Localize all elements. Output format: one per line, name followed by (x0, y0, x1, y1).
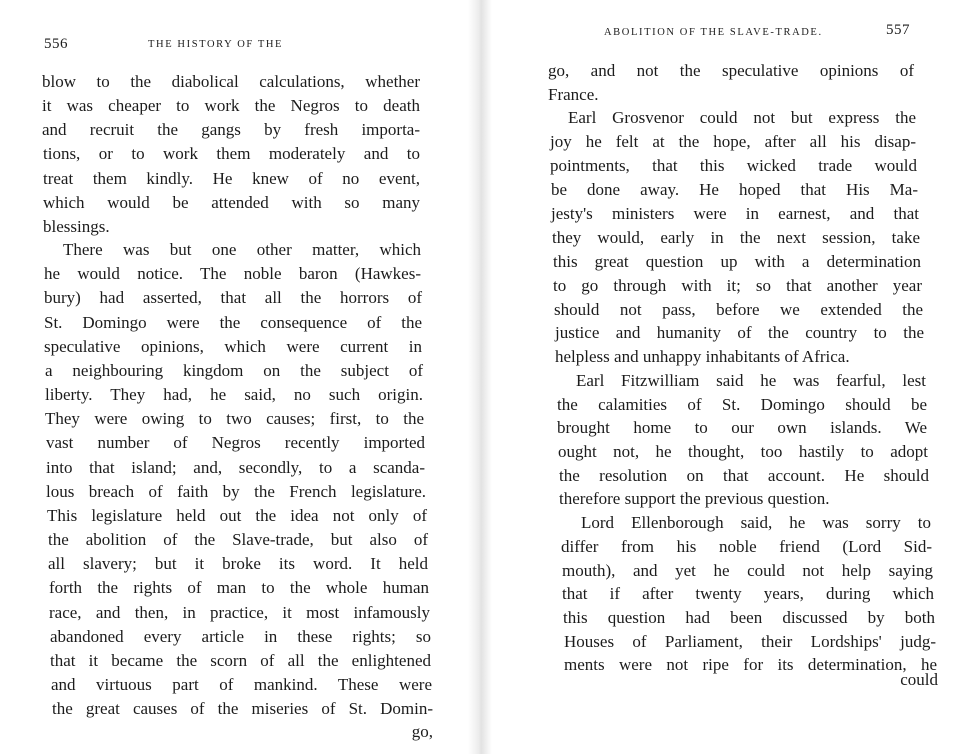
body-line: and virtuous part of mankind. These were (51, 675, 432, 694)
body-line: go, and not the speculative opinions of (548, 61, 914, 80)
body-line: a neighbouring kingdom on the subject of (45, 361, 423, 380)
body-line: which would be attended with so many (43, 193, 420, 212)
right-running-head: ABOLITION OF THE SLAVE-TRADE. (604, 27, 823, 38)
body-line: abandoned every article in these rights; so (50, 627, 431, 646)
body-line: the calamities of St. Domingo should be (557, 395, 927, 414)
body-line: St. Domingo were the consequence of the (44, 313, 422, 332)
body-line: should not pass, before we extended the (554, 300, 923, 319)
left-page (0, 0, 470, 754)
body-line: therefore support the previous question. (559, 489, 830, 508)
body-line: race, and then, in practice, it most infamously (49, 603, 430, 622)
body-line: They were owing to two causes; first, to the (45, 409, 424, 428)
body-line: ments were not ripe for its determination, he (564, 655, 937, 674)
body-line: treat them kindly. He knew of no event, (43, 169, 420, 188)
body-line: vast number of Negros recently imported (46, 433, 425, 452)
left-running-head: THE HISTORY OF THE (148, 39, 284, 50)
body-line: blessings. (43, 217, 110, 236)
book-gutter (468, 0, 492, 754)
body-line: tions, or to work them moderately and to (43, 144, 420, 163)
paragraph-start-line: Earl Fitzwilliam said he was fearful, lest (576, 371, 926, 390)
body-line: this question had been discussed by both (563, 608, 935, 627)
body-line: the resolution on that account. He should (559, 466, 929, 485)
body-line: jesty's ministers were in earnest, and that (551, 204, 919, 223)
body-line: differ from his noble friend (Lord Sid- (561, 537, 932, 556)
paragraph-start-line: Earl Grosvenor could not but express the (568, 108, 916, 127)
body-line: pointments, that this wicked trade would (550, 156, 917, 175)
body-line: he would notice. The noble baron (Hawkes- (44, 264, 421, 283)
catchword: go, (411, 722, 433, 741)
body-line: France. (548, 85, 599, 104)
paragraph-start-line: Lord Ellenborough said, he was sorry to (581, 513, 931, 532)
body-line: this great question up with a determination (553, 252, 921, 271)
body-line: Houses of Parliament, their Lordships' judg- (564, 632, 936, 651)
left-page-number: 556 (44, 36, 68, 52)
body-line: all slavery; but it broke its word. It held (48, 554, 428, 573)
body-line: blow to the diabolical calculations, whether (42, 72, 420, 91)
body-line: justice and humanity of the country to the (555, 323, 924, 342)
body-line: and recruit the gangs by fresh importa- (42, 120, 420, 139)
body-line: ought not, he thought, too hastily to adopt (558, 442, 928, 461)
body-line: mouth), and yet he could not help saying (562, 561, 933, 580)
body-line: the abolition of the Slave-trade, but also of (48, 530, 428, 549)
catchword: could (900, 670, 938, 689)
body-line: speculative opinions, which were current in (44, 337, 422, 356)
body-line: that it became the scorn of all the enlightened (50, 651, 431, 670)
body-line: the great causes of the miseries of St. Domin- (52, 699, 433, 718)
body-line: brought home to our own islands. We (557, 418, 927, 437)
body-line: This legislature held out the idea not only of (47, 506, 427, 525)
body-line: into that island; and, secondly, to a scanda- (46, 458, 425, 477)
body-line: liberty. They had, he said, no such origin. (45, 385, 423, 404)
body-line: they would, early in the next session, take (552, 228, 920, 247)
body-line: lous breach of faith by the French legislature. (46, 482, 426, 501)
right-page (490, 0, 980, 754)
body-line: that if after twenty years, during which (562, 584, 934, 603)
body-line: bury) had asserted, that all the horrors of (44, 288, 422, 307)
body-line: helpless and unhappy inhabitants of Africa. (555, 347, 850, 366)
right-page-number: 557 (886, 22, 910, 38)
paragraph-start-line: There was but one other matter, which (63, 240, 421, 259)
body-line: joy he felt at the hope, after all his disap- (550, 132, 916, 151)
body-line: to go through with it; so that another year (553, 276, 922, 295)
body-line: be done away. He hoped that His Ma- (551, 180, 918, 199)
body-line: forth the rights of man to the whole human (49, 578, 429, 597)
body-line: it was cheaper to work the Negros to death (42, 96, 420, 115)
